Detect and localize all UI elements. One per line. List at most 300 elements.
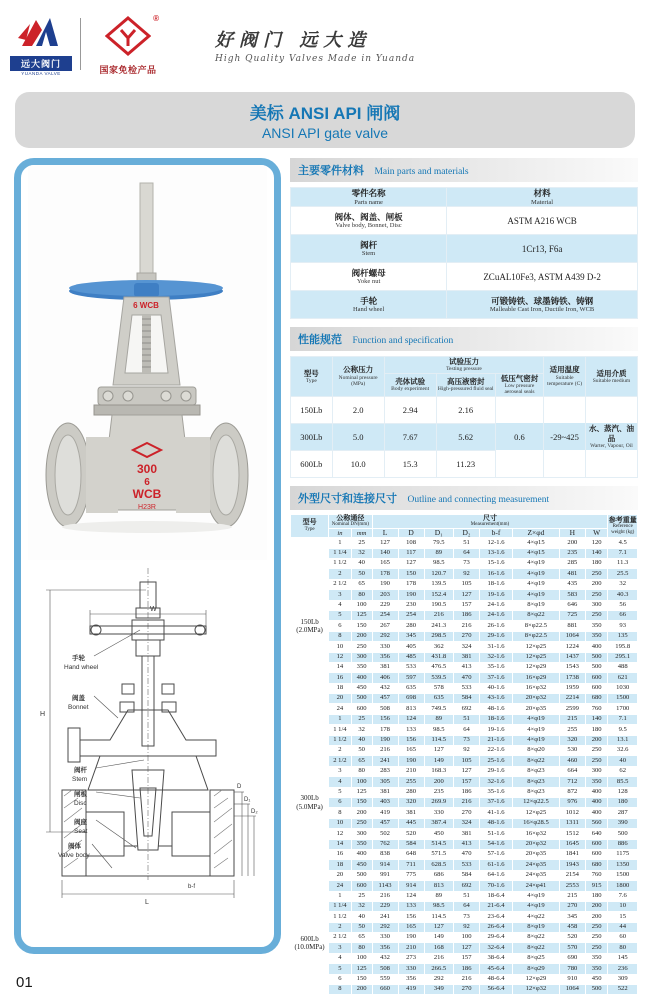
dims-cell: 64-1.6 (480, 870, 513, 880)
dims-cell: 305 (372, 777, 398, 787)
dims-cell: 559 (372, 974, 398, 984)
dims-cell: 235 (424, 787, 453, 797)
dims-cell: 80 (351, 590, 372, 600)
dims-cell: 64 (454, 901, 480, 911)
table-row (291, 683, 638, 693)
dims-cell: 80 (608, 943, 638, 953)
dims-cell: 1224 (559, 642, 585, 652)
table-row (291, 849, 638, 859)
dims-cell: 413 (454, 839, 480, 849)
dims-cell: 24 (329, 704, 352, 714)
dims-cell: 400 (585, 642, 608, 652)
svg-text:Disc: Disc (74, 800, 87, 807)
dims-cell: 560 (585, 818, 608, 828)
header (0, 0, 650, 86)
dims-cell: 20 (329, 870, 352, 880)
dims-cell: 127 (372, 538, 398, 548)
table-row (291, 974, 638, 984)
dims-cell: 230 (398, 600, 424, 610)
dims-cell: 571.5 (424, 849, 453, 859)
registered-mark: ® (153, 14, 159, 23)
dims-cell: 1350 (608, 860, 638, 870)
dims-cell: 13.1 (608, 735, 638, 745)
dims-cell: 508 (372, 704, 398, 714)
spec-body-cell: 7.67 (384, 423, 436, 450)
dims-cell: 24×φ35 (513, 870, 560, 880)
dims-cell: 37-1.6 (480, 797, 513, 807)
table-row (291, 569, 638, 579)
dims-cell: 309 (608, 974, 638, 984)
dims-col-D2: D₂ (454, 528, 480, 537)
dims-cell: 195.8 (608, 642, 638, 652)
casting-mark-top: 6 WCB (133, 301, 159, 310)
dims-cell: 255 (398, 777, 424, 787)
dims-cell: 6 (329, 621, 352, 631)
dims-cell: 470 (454, 849, 480, 859)
dims-cell: 24×φ41 (513, 881, 560, 891)
svg-text:阀杆: 阀杆 (74, 767, 87, 774)
dims-cell: 57-1.6 (480, 849, 513, 859)
table-row (291, 787, 638, 797)
dims-cell: 780 (559, 964, 585, 974)
dims-cell: 124 (398, 891, 424, 901)
dims-cell: 120.7 (424, 569, 453, 579)
dims-cell: 200 (585, 901, 608, 911)
dims-cell: 330 (424, 808, 453, 818)
dims-cell: 186 (454, 787, 480, 797)
table-row (291, 207, 638, 235)
dims-cell: 1 1/4 (329, 901, 352, 911)
svg-text:阀座: 阀座 (74, 819, 87, 826)
dims-cell: 210 (398, 766, 424, 776)
dims-cell: 41-1.6 (480, 808, 513, 818)
dims-cell: 229 (372, 600, 398, 610)
dims-cell: 991 (372, 870, 398, 880)
svg-text:阀体: 阀体 (68, 843, 81, 850)
dims-cell: 419 (398, 985, 424, 995)
table-row (291, 912, 638, 922)
dims-cell: 24×φ35 (513, 860, 560, 870)
dims-cell: 8×φ23 (513, 777, 560, 787)
dims-cell: 356 (398, 974, 424, 984)
dims-cell: 390 (608, 818, 638, 828)
dims-col-measurement: 尺寸 Measurement(mm) (372, 514, 608, 528)
dims-cell: 150 (351, 797, 372, 807)
dims-cell: 20×φ32 (513, 694, 560, 704)
dims-cell: 692 (454, 704, 480, 714)
dims-cell: 500 (351, 870, 372, 880)
dims-cell: 20×φ32 (513, 839, 560, 849)
dims-cell: 886 (608, 839, 638, 849)
dims-cell: 403 (372, 797, 398, 807)
dims-cell: 215 (559, 891, 585, 901)
dims-cell: 8×φ22.5 (513, 621, 560, 631)
dims-cell: 32 (351, 548, 372, 558)
dims-cell: 25 (351, 538, 372, 548)
dims-cell: 300 (351, 652, 372, 662)
dims-cell: 250 (585, 590, 608, 600)
dims-cell: 570 (559, 943, 585, 953)
dims-cell: 168.3 (424, 766, 453, 776)
spec-body-cell: 15.3 (384, 450, 436, 477)
dims-cell: 2553 (559, 881, 585, 891)
yuanda-logo-text: 远大阀门 (10, 56, 72, 71)
dims-cell: 600 (585, 673, 608, 683)
dims-cell: 216 (372, 891, 398, 901)
dims-cell: 287 (608, 808, 638, 818)
dims-cell: 165 (372, 559, 398, 569)
dims-cell: 190 (398, 933, 424, 943)
dims-cell: 25 (351, 714, 372, 724)
dims-cell: 127 (454, 590, 480, 600)
dims-cell: 26-1.6 (480, 621, 513, 631)
dims-cell: 165 (398, 922, 424, 932)
diamond-y-icon (105, 16, 151, 56)
dims-cell: 133 (398, 901, 424, 911)
dims-cell: 775 (398, 870, 424, 880)
dims-cell: 435 (559, 579, 585, 589)
dims-cell: 600 (585, 849, 608, 859)
dims-cell: 32-6.4 (480, 943, 513, 953)
dims-cell: 29-1.6 (480, 766, 513, 776)
dims-cell: 10 (329, 818, 352, 828)
table-row (291, 538, 638, 548)
dims-cell: 156 (372, 714, 398, 724)
dims-cell: 350 (585, 777, 608, 787)
materials-part-cell: 阀体、阀盖、闸板 Valve body, Bonnet, Disc (291, 207, 447, 235)
dims-cell: 48-1.6 (480, 704, 513, 714)
dims-cell: 7.1 (608, 714, 638, 724)
dims-cell: 140 (585, 714, 608, 724)
dim-bf-label: b-f (188, 884, 196, 890)
dims-cell: 89 (424, 714, 453, 724)
dims-cell: 114.5 (424, 735, 453, 745)
dims-cell: 43-1.6 (480, 694, 513, 704)
dims-cell: 470 (454, 673, 480, 683)
dims-cell: 65 (351, 933, 372, 943)
dims-cell: 31-1.6 (480, 642, 513, 652)
dims-cell: 210 (398, 943, 424, 953)
size-mark: 6 (144, 477, 150, 488)
dims-cell: 127 (424, 746, 453, 756)
dims-cell: 64 (454, 548, 480, 558)
dims-cell: 1 1/4 (329, 548, 352, 558)
dims-cell: 98.5 (424, 901, 453, 911)
dim-l-label: L (145, 899, 149, 906)
table-row (291, 621, 638, 631)
dims-cell: 584 (398, 839, 424, 849)
table-row (291, 662, 638, 672)
dims-cell: 16-1.6 (480, 569, 513, 579)
svg-text:Valve body: Valve body (58, 852, 90, 859)
dims-cell: 522 (608, 985, 638, 995)
dims-cell: 18-1.6 (480, 714, 513, 724)
dims-cell: 330 (372, 933, 398, 943)
dims-cell: 664 (559, 766, 585, 776)
table-row (291, 777, 638, 787)
dims-cell: 12 (329, 652, 352, 662)
dims-cell: 135 (608, 631, 638, 641)
slogan-chinese: 好阀门 远大造 (215, 30, 372, 51)
dims-cell: 485 (398, 652, 424, 662)
dims-cell: 40 (351, 735, 372, 745)
dims-cell: 200 (424, 777, 453, 787)
dims-cell: 250 (351, 818, 372, 828)
dims-cell: 35-1.6 (480, 787, 513, 797)
dims-cell: 190 (398, 756, 424, 766)
dims-cell: 356 (372, 652, 398, 662)
dims-cell: 1500 (608, 694, 638, 704)
dims-cell: 73 (454, 559, 480, 569)
pressure-class-mark: 300 (136, 462, 158, 476)
svg-text:Stem: Stem (72, 776, 88, 783)
dims-cell: 432 (372, 683, 398, 693)
dims-cell: 12×φ25 (513, 808, 560, 818)
dims-cell: 56 (608, 600, 638, 610)
dims-cell: 93 (608, 621, 638, 631)
dims-cell: 692 (454, 881, 480, 891)
dims-cell: 330 (398, 964, 424, 974)
dims-cell: 6 (329, 974, 352, 984)
dims-cell: 500 (608, 829, 638, 839)
dims-col-weight: 参考重量 Reference weight (kg) (608, 514, 638, 537)
dims-cell: 533 (454, 683, 480, 693)
dims-cell: 533 (398, 662, 424, 672)
table-row (291, 559, 638, 569)
dims-cell: 4×φ19 (513, 590, 560, 600)
dims-cell: 100 (351, 777, 372, 787)
dims-cell: 914 (398, 881, 424, 891)
dims-col-H: H (559, 528, 585, 537)
valve-photo (28, 165, 267, 560)
dims-cell: 32 (351, 901, 372, 911)
dims-cell: 216 (454, 974, 480, 984)
dims-cell: 350 (585, 621, 608, 631)
dims-cell: 140 (585, 548, 608, 558)
dims-cell: 186 (454, 610, 480, 620)
dims-cell: 8×φ19 (513, 600, 560, 610)
dims-cell: 200 (585, 735, 608, 745)
dims-cell: 350 (351, 662, 372, 672)
dims-cell: 270 (454, 808, 480, 818)
table-header-row (291, 528, 638, 537)
dims-cell: 350 (585, 964, 608, 974)
dims-cell: 254 (398, 610, 424, 620)
dims-cell: 8×φ22.5 (513, 631, 560, 641)
dims-cell: 18-6.4 (480, 891, 513, 901)
dims-cell: 236 (608, 964, 638, 974)
dims-cell: 330 (372, 642, 398, 652)
dim-d-label: D (237, 784, 242, 790)
dims-cell: 149 (424, 756, 453, 766)
dims-cell: 12 (329, 829, 352, 839)
table-row (291, 746, 638, 756)
dims-cell: 1943 (559, 860, 585, 870)
dims-cell: 15-1.6 (480, 559, 513, 569)
dims-cell: 2 1/2 (329, 933, 352, 943)
quality-badge-logo (89, 16, 167, 76)
dims-cell: 157 (454, 953, 480, 963)
dims-cell: 149 (424, 933, 453, 943)
dims-cell: 23-6.4 (480, 912, 513, 922)
dims-cell: 2154 (559, 870, 585, 880)
dims-cell: 1700 (608, 704, 638, 714)
spec-table (290, 356, 638, 478)
table-header-row (291, 188, 638, 207)
dims-cell: 749.5 (424, 704, 453, 714)
dims-cell: 269.9 (424, 797, 453, 807)
dims-cell: 190.5 (424, 600, 453, 610)
dims-cell: 285 (559, 559, 585, 569)
table-row (291, 714, 638, 724)
dims-cell: 583 (559, 590, 585, 600)
page-number: 01 (16, 974, 33, 991)
dims-cell: 2 (329, 746, 352, 756)
dims-cell: 1512 (559, 829, 585, 839)
materials-col-material: 材料 Material (447, 188, 638, 207)
svg-text:闸板: 闸板 (74, 791, 87, 798)
dims-cell: 35-1.6 (480, 662, 513, 672)
dims-cell: 8 (329, 985, 352, 995)
dims-cell: 40.3 (608, 590, 638, 600)
dims-cell: 4 (329, 777, 352, 787)
table-row (291, 704, 638, 714)
dims-cell: 73 (454, 735, 480, 745)
dims-cell: 872 (559, 787, 585, 797)
dims-cell: 186 (454, 964, 480, 974)
dims-cell: 241.3 (424, 621, 453, 631)
dims-cell: 4 (329, 953, 352, 963)
dims-cell: 300 (585, 766, 608, 776)
dims-cell: 3 (329, 590, 352, 600)
dims-cell: 600 (585, 839, 608, 849)
dims-type-cell: 300Lb (5.0MPa) (291, 714, 329, 891)
dims-cell: 406 (372, 673, 398, 683)
dims-cell: 8×φ22 (513, 933, 560, 943)
materials-part-cell: 阀杆螺母 Yoke nut (291, 263, 447, 291)
dims-cell: 24-1.6 (480, 600, 513, 610)
table-header-row (291, 514, 638, 528)
dims-cell: 190 (398, 590, 424, 600)
dims-cell: 216 (454, 797, 480, 807)
dims-cell: 24 (329, 881, 352, 891)
dims-cell: 89 (424, 548, 453, 558)
dimensions-table (290, 514, 638, 996)
table-row (291, 818, 638, 828)
dims-cell: 98.5 (424, 559, 453, 569)
dims-cell: 216 (454, 621, 480, 631)
dims-cell: 215 (559, 714, 585, 724)
dims-cell: 241 (372, 912, 398, 922)
dims-cell: 200 (585, 579, 608, 589)
svg-text:Hand wheel: Hand wheel (64, 664, 99, 671)
dims-tbody (291, 538, 638, 995)
dims-cell: 250 (585, 569, 608, 579)
dims-cell: 5 (329, 787, 352, 797)
svg-text:阀盖: 阀盖 (72, 695, 85, 702)
dims-cell: 128 (608, 787, 638, 797)
dims-cell: 600 (351, 881, 372, 891)
valve-image-panel (14, 158, 281, 954)
spec-hp-cell: 5.62 (436, 423, 495, 450)
dims-cell: 431.8 (424, 652, 453, 662)
yuanda-logo-subtext: YUANDA VALVE (21, 71, 61, 76)
dims-cell: 255 (559, 725, 585, 735)
spec-col-nominal-pressure: 公称压力 Nominal pressure (MPa) (332, 357, 384, 397)
spec-type-cell: 600Lb (291, 450, 333, 477)
table-row (291, 631, 638, 641)
dims-cell: 1645 (559, 839, 585, 849)
dims-cell: 345 (559, 912, 585, 922)
dims-cell: 44 (608, 922, 638, 932)
dims-cell: 145 (608, 953, 638, 963)
dims-cell: 1012 (559, 808, 585, 818)
dims-cell: 1175 (608, 849, 638, 859)
dims-cell: 1311 (559, 818, 585, 828)
dims-cell: 32-1.6 (480, 652, 513, 662)
dims-cell: 156 (398, 912, 424, 922)
dims-cell: 100 (351, 953, 372, 963)
dims-cell: 140 (372, 548, 398, 558)
dims-cell: 66 (608, 610, 638, 620)
dims-cell: 19-1.6 (480, 725, 513, 735)
dims-cell: 10 (608, 901, 638, 911)
dims-cell: 1543 (559, 662, 585, 672)
dims-cell: 13-1.6 (480, 548, 513, 558)
dims-cell: 200 (559, 538, 585, 548)
dims-cell: 345 (398, 631, 424, 641)
dims-cell: 190 (372, 735, 398, 745)
dims-cell: 4×φ22 (513, 912, 560, 922)
dims-cell: 324 (454, 818, 480, 828)
dims-cell: 2599 (559, 704, 585, 714)
dims-cell: 298.5 (424, 631, 453, 641)
dims-cell: 460 (559, 756, 585, 766)
dims-cell: 762 (372, 839, 398, 849)
dims-cell: 8×φ22 (513, 610, 560, 620)
dims-cell: 133 (398, 725, 424, 735)
dims-cell: 50 (351, 569, 372, 579)
dims-cell: 400 (351, 849, 372, 859)
spec-np-cell: 5.0 (332, 423, 384, 450)
svg-text:Bonnet: Bonnet (68, 704, 89, 711)
dims-cell: 600 (585, 683, 608, 693)
dims-cell: 915 (585, 881, 608, 891)
dims-cell: 4×φ19 (513, 891, 560, 901)
dims-cell: 178 (398, 579, 424, 589)
table-row (291, 797, 638, 807)
dims-cell: 660 (372, 985, 398, 995)
dims-cell: 270 (454, 631, 480, 641)
dims-cell: 8 (329, 808, 352, 818)
dims-cell: 89 (424, 891, 453, 901)
dims-cell: 150 (351, 621, 372, 631)
dims-cell: 241 (372, 756, 398, 766)
valve-drawing (28, 560, 267, 932)
dims-cell: 56-6.4 (480, 985, 513, 995)
materials-material-cell: 1Cr13, F6a (447, 235, 638, 263)
dims-cell: 976 (559, 797, 585, 807)
dims-cell: 349 (424, 985, 453, 995)
dims-cell: 7.1 (608, 548, 638, 558)
dims-cell: 1 (329, 714, 352, 724)
dims-cell: 500 (585, 662, 608, 672)
dims-cell: 108 (398, 538, 424, 548)
dims-cell: 760 (585, 870, 608, 880)
header-divider (80, 18, 81, 70)
dims-cell: 520 (559, 933, 585, 943)
dims-cell: 100 (454, 933, 480, 943)
